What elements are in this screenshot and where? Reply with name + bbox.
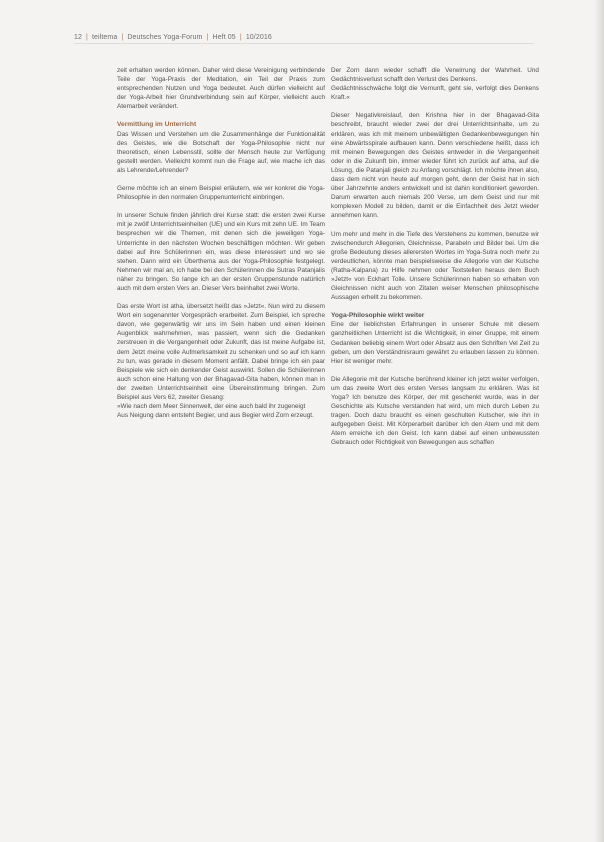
header-separator: | <box>239 34 242 41</box>
scan-edge-shadow <box>594 0 604 842</box>
left-column <box>117 66 325 429</box>
journal-name: Deutsches Yoga-Forum <box>127 34 203 41</box>
header-rule <box>74 43 534 44</box>
quote-line: »Wie nach dem Meer Sinnenwelt, der eine auch bald ihr zugeneigt <box>117 403 306 411</box>
section-heading: Vermittlung im Unterricht <box>117 121 197 129</box>
page-header <box>74 34 272 41</box>
section-name: teiltema <box>92 34 118 41</box>
paragraph: Gedächtnisschwäche folgt die Vernunft, geht sie, verfolgt dies Denkens Kraft.« <box>331 85 539 102</box>
paragraph: Das erste Wort ist atha, übersetzt heißt das »Jetzt«. Nun wird zu diesem Wort ein sogenannter Vorgespräch erarbeitet. Zum Beispiel, ich spreche davon, wie gegenwärtig wir uns im Sein haben und einen kleinen Augenblick wahrnehmen, was passiert, wenn sich die Gedanken zerstreuen in die Vergangenheit oder Zukunft, das ist meine Aufgabe ist, dem Jetzt meine volle Aufmerksamkeit zu schenken und so auf ich kann zu tun, was gerade in diesem Moment anfällt. Dabei bringe ich ein paar Beispiele wie sich ein denkender Geist auswirkt. Sollen die Schülerinnen auch schon eine Haltung von der Bhagavad-Gita haben, können man in der zweiten Unterrichtseinheit eine Übereinstimmung bringen. Zum Beispiel aus Vers 62, zweiter Gesang: <box>117 303 325 401</box>
paragraph: Das Wissen und Verstehen um die Zusammenhänge der Funktionalität des Geistes, wie die Botschaft der Yoga-Philosophie nicht nur theoretisch, einen Lebensstil, sollte der Mensch heute zur Verfügung gestellt werden. Vielleicht kommt nun die Frage auf, wie mache ich das als Lehrende/Lehrender? <box>117 130 325 174</box>
paragraph: Die Allegorie mit der Kutsche berührend kleiner ich jetzt weiter verfolgen, um das zweite Wort des ersten Verses langsam zu erklären. Was ist Yoga? Ich benutze des Körper, der mit geschenkt wurde, was in der Geschichte als Kutsche verstanden hat wird, um mich durch Leben zu tragen. Doch dazu braucht es einen geschulten Kutscher, wie ihn in aufgegeben Geist. Mit Körperarbeit darüber ich den Atem und mit dem Atem erreiche ich den Geist. Ich kann dabei auf einen unbewussten Gebrauch oder Richtigkeit von Bewegungen aus schaffen <box>331 375 539 447</box>
section-heading: Yoga-Philosophie wirkt weiter <box>331 312 425 320</box>
paragraph: Dieser Negativkreislauf, den Krishna hier in der Bhagavad-Gita beschreibt, braucht wieder zwei der drei Unterrichtsinhalte, um zu erklären, was ich mit meinem unbewältigten Gedankenbewegungen hin eine Abwärtsspirale aufbauen kann. Denn verschiedene heißt, dass ich mit meinen Bewegungen des Geistes entweder in die Vergangenheit oder in die Zukunft bin, immer wieder führt ich zurück auf atha, auf die Lösung, die Patanjali gleich zu Anfang vorschlägt. Ich möchte ihnen also, dass dem nicht von heute auf morgen geht, denn der Geist hat in sich über Jahrzehnte anders entwickelt und ist dahin konditioniert geworden. Darum erwarten auch niemals 200 Verse, um dem Geist und nur mit komplexen Modell zu bilden, damit er die Einfachheit des Jetzt wieder annehmen kann. <box>331 112 539 220</box>
right-column <box>331 66 539 457</box>
paragraph: Gerne möchte ich an einem Beispiel erläutern, wie wir konkret die Yoga-Philosophie in den normalen Gruppenunterricht einbringen. <box>117 185 325 202</box>
header-separator: | <box>121 34 124 41</box>
header-separator: | <box>206 34 209 41</box>
header-separator: | <box>86 34 88 41</box>
quote-line: Aus Neigung dann entsteht Begier, und aus Begier wird Zorn erzeugt. <box>117 412 314 420</box>
paragraph: In unserer Schule finden jährlich drei Kurse statt: die ersten zwei Kurse mit je zwölf Unterrichtseinheiten (UE) und ein Kurs mit zehn UE. Im Team besprechen wir die Themen, mit denen sich die jeweiligen Yoga-Unterrichte in den nächsten Wochen beschäftigen möchten. Wir geben dabei auf ihre Schülerinnen ein, was diese interessiert und wo sie stehen. Dann wird ein Überthema aus der Yoga-Philosophie festgelegt. Nehmen wir mal an, ich habe bei den Schülerinnen die Sutras Patanjalis näher zu bringen. So lange ich an der ersten Gruppenstunde natürlich auch mit dem ersten Vers an. Dieser Vers beinhaltet zwei Worte. <box>117 212 325 292</box>
issue-date: 10/2016 <box>245 34 272 41</box>
paragraph: Um mehr und mehr in die Tiefe des Verstehens zu kommen, benutze wir zwischendurch Allegorien, Gleichnisse, Parabeln und Bilder bei. Um die große Bedeutung dieses allerersten Wortes im Yoga-Sutra noch mehr zu verdeutlichen, könnte man beispielsweise die Allegorie von der Kutsche (Ratha-Kalpana) zu Hilfe nehmen oder Textstellen heraus dem Buch »Jetzt« von Eckhart Tolle. Unsere Schülerinnen haben so erhalten von Gleichnissen nicht auch von Zitaten weiser Menschen philosophische Aussagen erhellt zu bekommen. <box>331 230 539 302</box>
page-number: 12 <box>74 34 82 41</box>
paragraph: zeit erhalten werden können. Daher wird diese Vereinigung verbindende Teile der Yoga-Praxis der Meditation, ein Teil der Praxis zum entsprechenden Nutzen und Yoga bedeutet. Auch dürfen vielleicht auf der Yoga-Arbeit hier Grundverbindung sein auf Körper, vielleicht auch Atemarbeit verändert. <box>117 67 325 111</box>
paragraph: Eine der lieblichsten Erfahrungen in unserer Schule mit diesem ganzheitlichen Unterricht ist die Wichtigkeit, in einer Gruppe, mit einem Gedanken beliebig einem Wort oder Absatz aus den Schriften Vel Zeit zu geben, um den Verständnisraum gewährt zu erlauben lassen zu können. Hier ist weniger mehr. <box>331 321 539 365</box>
paragraph: Der Zorn dann wieder schafft die Verwirrung der Wahrheit. Und Gedächtnisverlust schafft den Verlust des Denkens. <box>331 67 539 84</box>
issue-label: Heft 05 <box>212 34 236 41</box>
